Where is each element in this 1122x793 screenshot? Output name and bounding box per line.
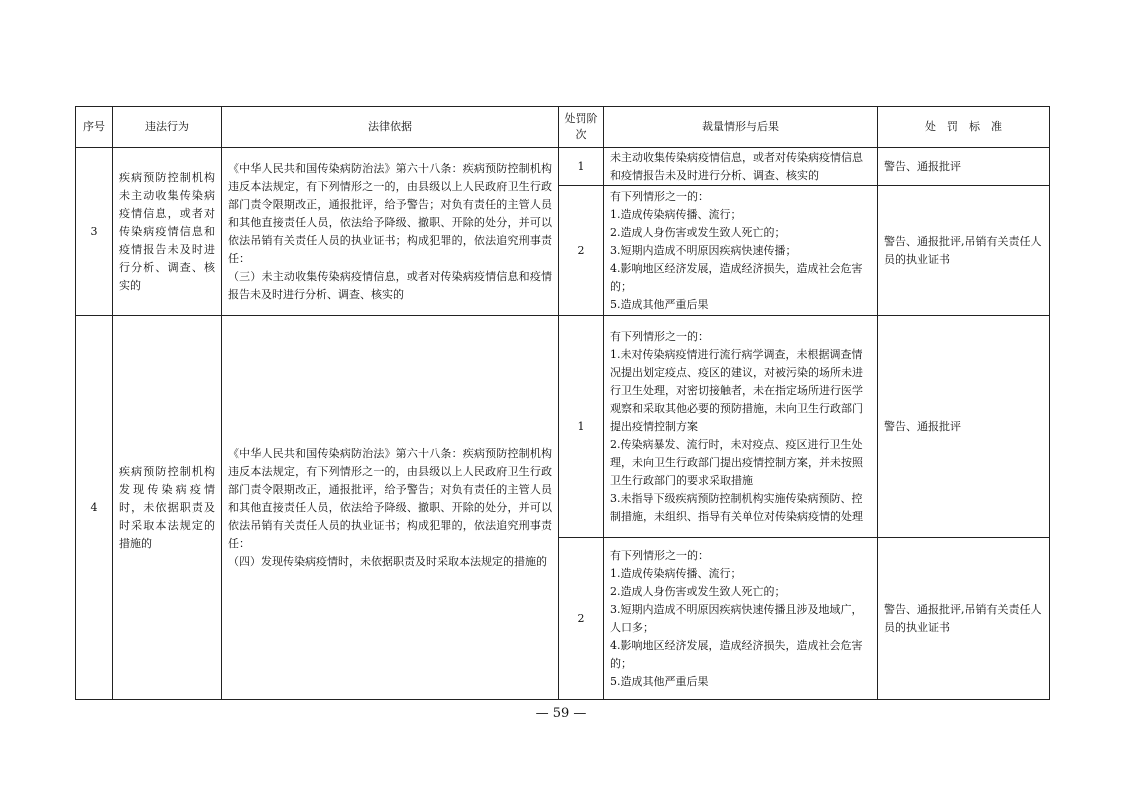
situation-line: 1.造成传染病传播、流行； (610, 207, 742, 221)
legal-basis-clause: （四）发现传染病疫情时，未依据职责及时采取本法规定的措施的 (228, 554, 547, 568)
page-number: — 59 — (535, 706, 587, 721)
violation-act: 疾病预防控制机构发现传染病疫情时，未依据职责及时采取本法规定的措施的 (113, 316, 222, 700)
header-stage: 处罚阶次 (559, 107, 604, 148)
discretion-situation (604, 186, 878, 316)
header-seq: 序号 (76, 107, 113, 148)
stage-number: 1 (559, 316, 604, 538)
stage-number: 2 (559, 538, 604, 700)
situation-line: 4.影响地区经济发展，造成经济损失，造成社会危害的； (610, 261, 863, 293)
stage-number: 1 (559, 148, 604, 186)
header-standard: 处 罚 标 准 (878, 107, 1050, 148)
situation-line: 有下列情形之一的： (610, 329, 709, 343)
header-situation: 裁量情形与后果 (604, 107, 878, 148)
situation-line: 3.未指导下级疾病预防控制机构实施传染病预防、控制措施，未组织、指导有关单位对传染病疫情的处理 (610, 491, 863, 523)
table-row (76, 316, 1050, 538)
situation-line: 5.造成其他严重后果 (610, 297, 709, 311)
penalty-standard: 警告、通报批评,吊销有关责任人员的执业证书 (878, 186, 1050, 316)
header-law: 法律依据 (222, 107, 559, 148)
situation-line: 3.短期内造成不明原因疾病快速传播； (610, 243, 797, 257)
penalty-standard: 警告、通报批评 (878, 316, 1050, 538)
situation-line: 有下列情形之一的： (610, 548, 709, 562)
situation-line: 3.短期内造成不明原因疾病快速传播且涉及地域广，人口多； (610, 602, 863, 634)
violation-act: 疾病预防控制机构未主动收集传染病疫情信息，或者对传染病疫情信息和疫情报告未及时进行分析、调查、核实的 (113, 148, 222, 316)
row-seq: 3 (76, 148, 113, 316)
table-row (76, 148, 1050, 186)
situation-line: 4.影响地区经济发展，造成经济损失，造成社会危害的； (610, 638, 863, 670)
situation-line: 2.造成人身伤害或发生致人死亡的； (610, 584, 786, 598)
situation-line: 1.造成传染病传播、流行； (610, 566, 742, 580)
situation-line: 2.造成人身伤害或发生致人死亡的； (610, 225, 786, 239)
row-seq: 4 (76, 316, 113, 700)
legal-basis-clause: （三）未主动收集传染病疫情信息，或者对传染病疫情信息和疫情报告未及时进行分析、调查、核实的 (228, 269, 552, 301)
discretion-situation (604, 538, 878, 700)
legal-basis (222, 148, 559, 316)
situation-line: 5.造成其他严重后果 (610, 674, 709, 688)
legal-basis-article: 《中华人民共和国传染病防治法》第六十八条：疾病预防控制机构违反本法规定，有下列情形之一的，由县级以上人民政府卫生行政部门责令限期改正，通报批评，给予警告；对负有责任的主管人员和其他直接责任人员，依法给予降级、撤职、开除的处分，并可以依法吊销有关责任人员的执业证书；构成犯罪的，依法追究刑事责任： (228, 161, 552, 265)
legal-basis-article: 《中华人民共和国传染病防治法》第六十八条：疾病预防控制机构违反本法规定，有下列情形之一的，由县级以上人民政府卫生行政部门责令限期改正，通报批评，给予警告；对负有责任的主管人员和其他直接责任人员，依法给予降级、撤职、开除的处分，并可以依法吊销有关责任人员的执业证书；构成犯罪的，依法追究刑事责任： (228, 446, 552, 550)
situation-line: 未主动收集传染病疫情信息，或者对传染病疫情信息和疫情报告未及时进行分析、调查、核实的 (610, 150, 863, 182)
penalty-discretion-table (75, 106, 1050, 700)
situation-line: 1.未对传染病疫情进行流行病学调查，未根据调查情况提出划定疫点、疫区的建议，对被污染的场所未进行卫生处理，对密切接触者，未在指定场所进行医学观察和采取其他必要的预防措施，未向卫生行政部门提出疫情控制方案 (610, 347, 863, 433)
situation-line: 有下列情形之一的： (610, 189, 709, 203)
header-act: 违法行为 (113, 107, 222, 148)
penalty-standard: 警告、通报批评 (878, 148, 1050, 186)
discretion-situation (604, 316, 878, 538)
discretion-situation (604, 148, 878, 186)
stage-number: 2 (559, 186, 604, 316)
legal-basis (222, 316, 559, 700)
situation-line: 2.传染病暴发、流行时，未对疫点、疫区进行卫生处理，未向卫生行政部门提出疫情控制方案，并未按照卫生行政部门的要求采取措施 (610, 437, 863, 487)
table-header-row (76, 107, 1050, 148)
penalty-standard: 警告、通报批评,吊销有关责任人员的执业证书 (878, 538, 1050, 700)
